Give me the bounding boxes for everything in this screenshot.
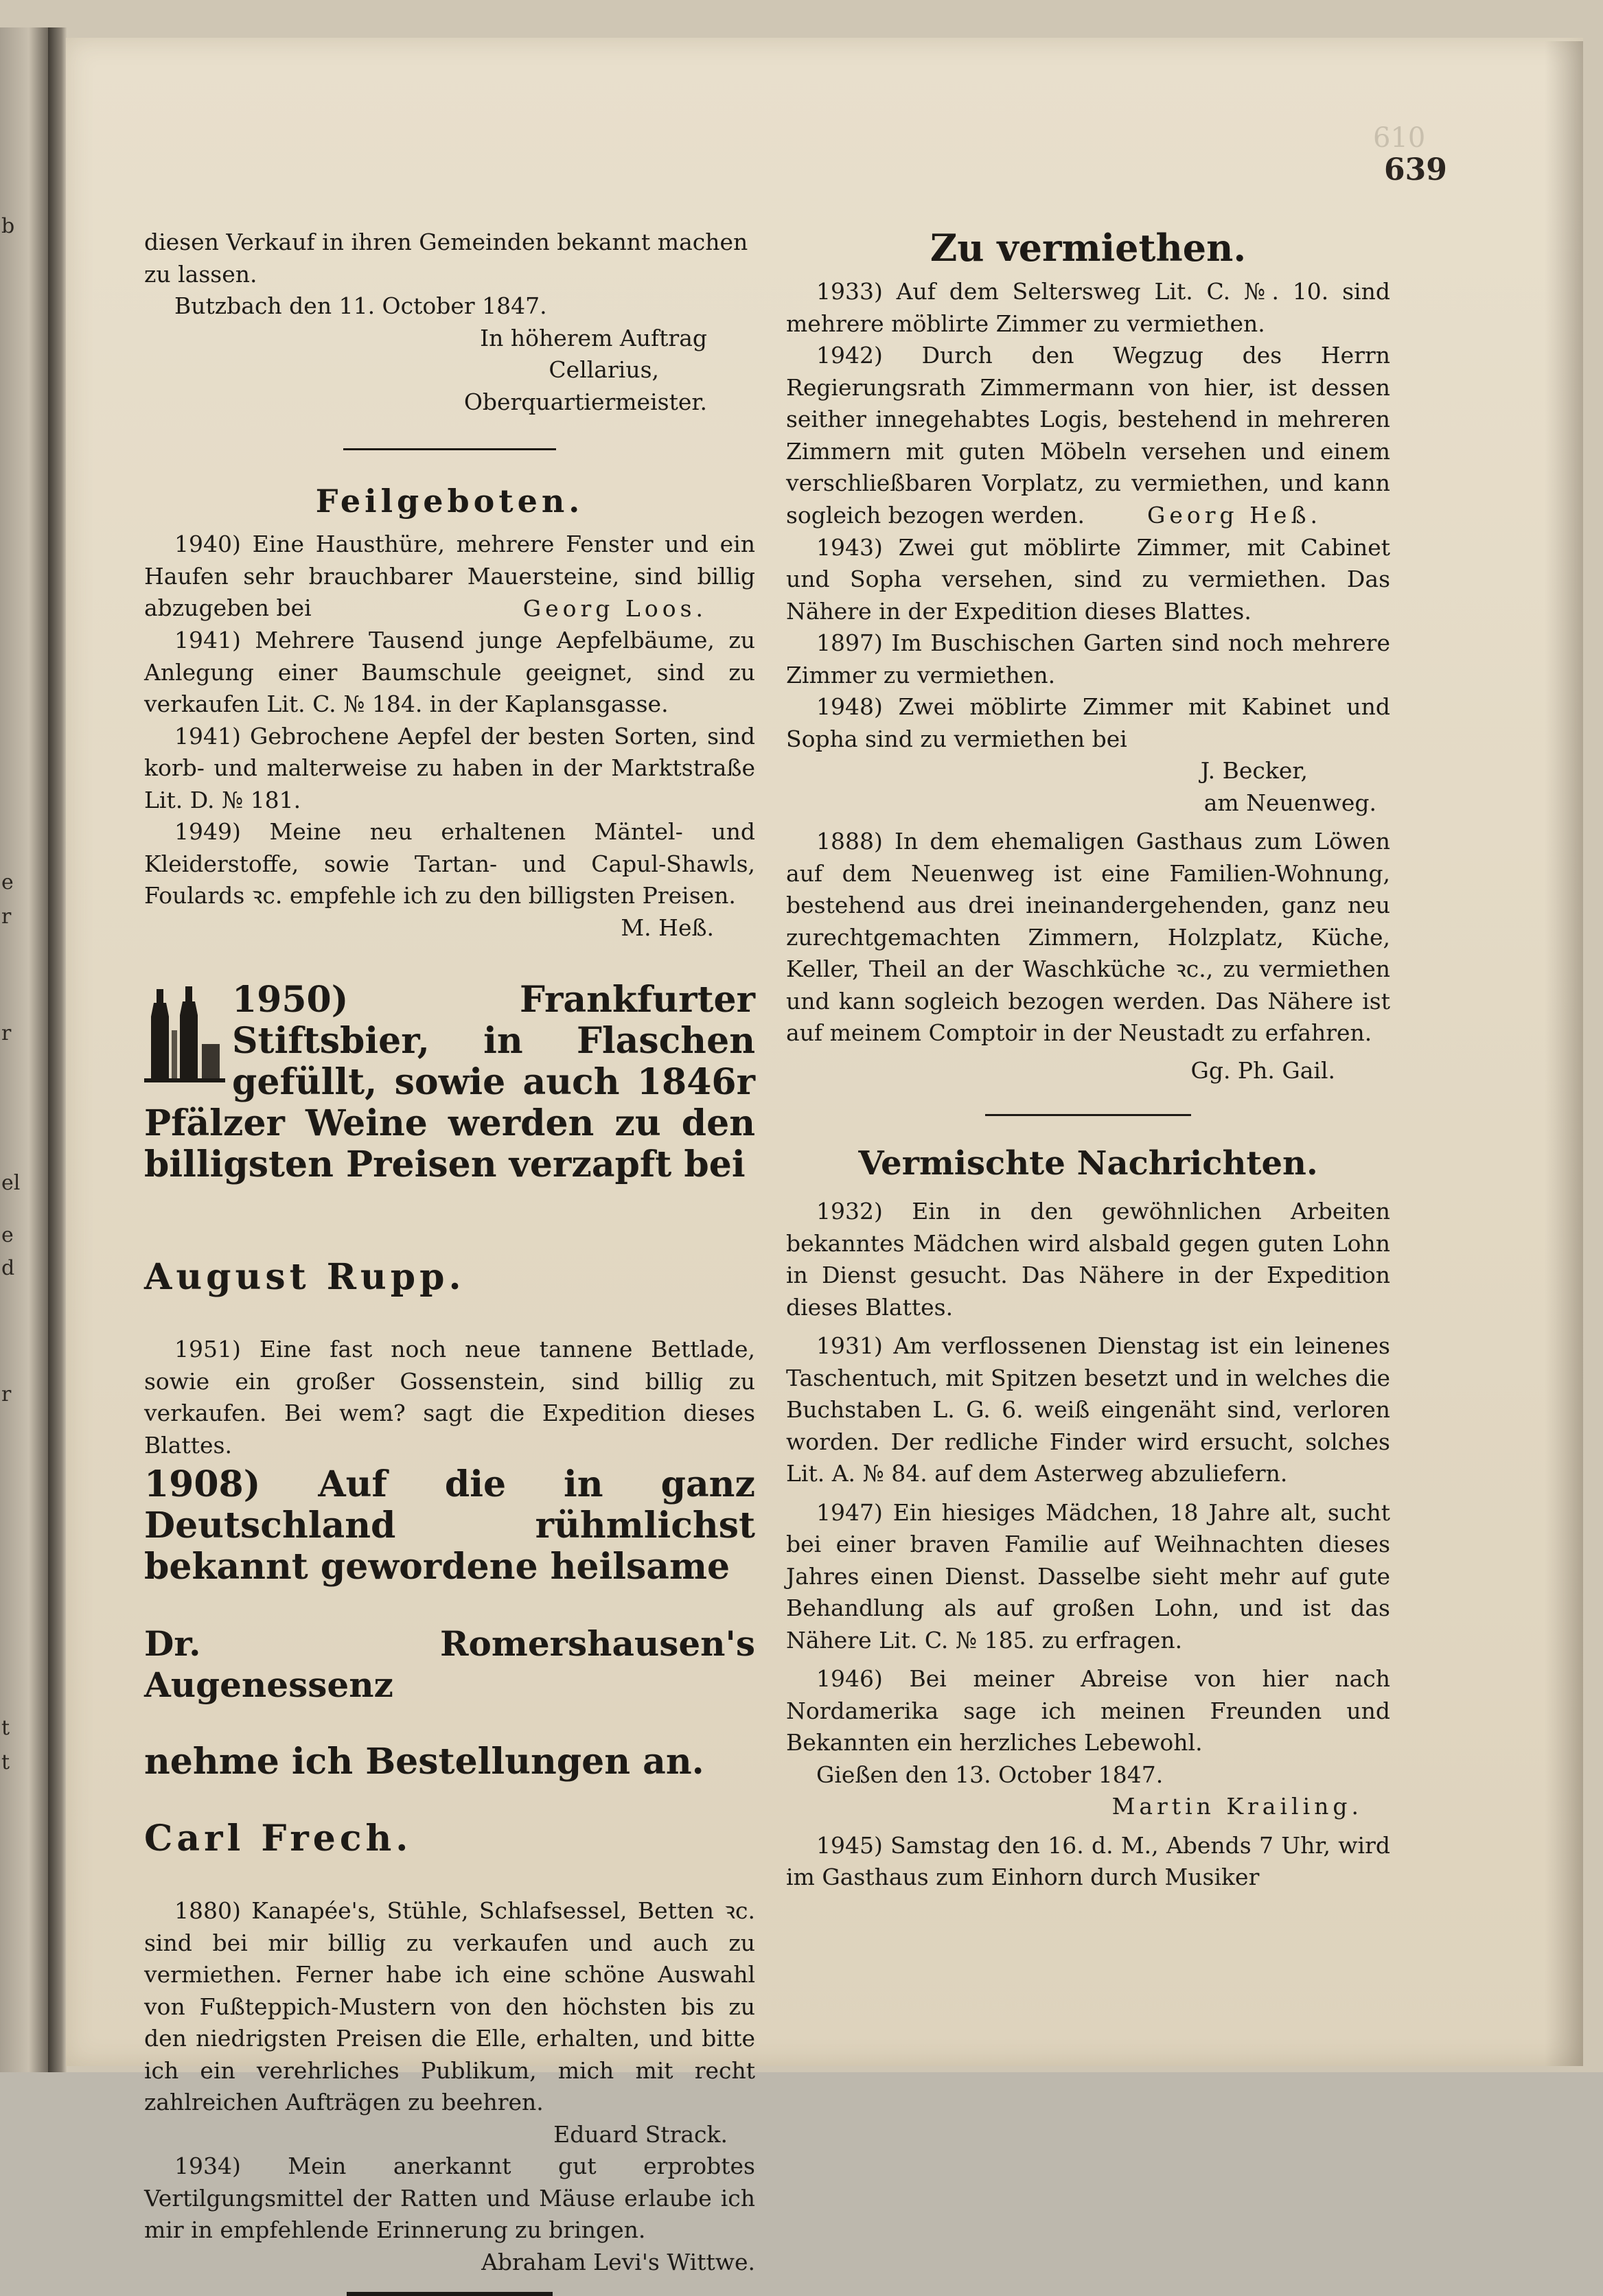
section-title-zu-vermiethen: Zu vermiethen. [930, 226, 1247, 270]
section-title-vermischte-nachrichten: Vermischte Nachrichten. [858, 1144, 1318, 1183]
entry-1946: 1946) Bei meiner Abreise von hier nach Nordamerika sage ich meinen Freunden und Bekannten ein herzliches Lebewohl. [786, 1665, 1390, 1756]
margin-fragment: e [1, 870, 14, 894]
entry-1888-signature: Gg. Ph. Gail. [1190, 1056, 1335, 1084]
entry-1880-signature: Eduard Strack. [553, 2120, 728, 2148]
entry-1934: 1934) Mein anerkannt gut erprobtes Vertilgungsmittel der Ratten und Mäuse erlaube ich mir in empfehlende Erinnerung zu bringen. [144, 2153, 755, 2243]
entry-1951: 1951) Eine fast noch neue tannene Bettlade, sowie ein großer Gossenstein, sind billig zu verkaufen. Bei wem? sagt die Expedition dieses Blattes. [144, 1336, 755, 1459]
left-column [144, 227, 755, 2296]
entry-1934-signature: Abraham Levi's Wittwe. [481, 2248, 755, 2275]
right-column [786, 227, 1390, 1894]
margin-fragment: b [1, 214, 15, 238]
signature-line: Cellarius, [549, 356, 659, 383]
entry-1943: 1943) Zwei gut möblirte Zimmer, mit Cabinet und Sopha versehen, sind zu vermiethen. Das Nähere in der Expedition dieses Blattes. [786, 533, 1390, 625]
bleed-through-page-number: 610 [1373, 122, 1426, 154]
entry-1931: 1931) Am verflossenen Dienstag ist ein leinenes Taschentuch, mit Spitzen besetzt und in welches die Buchstaben L. G. 6. weiß eingenäht sind, verloren worden. Der redliche Finder wird ersucht, solches Lit. A. № 84. auf dem Asterweg abzuliefern. [786, 1332, 1390, 1487]
entry-1945: 1945) Samstag den 16. d. M., Abends 7 Uhr, wird im Gasthaus zum Einhorn durch Musiker [786, 1831, 1390, 1890]
ad-1908-signature: Carl Frech. [144, 1818, 413, 1859]
entry-1933: 1933) Auf dem Seltersweg Lit. C. №. 10. sind mehrere möblirte Zimmer zu vermiethen. [786, 278, 1390, 337]
entry-1948-address: am Neuenweg. [1203, 789, 1376, 816]
ad-1908-text-end: nehme ich Bestellungen an. [144, 1741, 704, 1783]
intro-date: Butzbach den 11. October 1847. [174, 292, 547, 319]
entry-1940: 1940) Eine Hausthüre, mehrere Fenster und ein Haufen sehr brauchbarer Mauersteine, sind billig abzugeben bei [144, 531, 755, 621]
intro-line: diesen Verkauf in ihren Gemeinden bekannt machen [144, 229, 748, 255]
end-divider [347, 2292, 553, 2296]
margin-fragment: t [1, 1716, 10, 1740]
ad-1950 [144, 979, 755, 1298]
section-title-feilgeboten: Feilgeboten. [315, 483, 584, 520]
entry-1941b: 1941) Gebrochene Aepfel der besten Sorten, sind korb- und malterweise zu haben in der Marktstraße Lit. D. № 181. [144, 722, 755, 813]
margin-fragment: d [1, 1256, 15, 1280]
entry-1942-signature: Georg Heß. [1147, 502, 1322, 529]
entry-1940-signature: Georg Loos. [522, 594, 707, 622]
book-gutter [48, 27, 67, 2072]
entry-1948-signature: J. Becker, [1200, 757, 1308, 784]
signature-line: In höherem Auftrag [480, 324, 707, 351]
entry-1888: 1888) In dem ehemaligen Gasthaus zum Löwen auf dem Neuenweg ist eine Familien-Wohnung, bestehend aus drei ineinandergehenden, ganz neu zurechtgemachten Zimmern, Holzplatz, Küche, Keller, Theil an der Waschküche ꝛc., zu vermiethen und kann sogleich bezogen werden. Das Nähere ist auf meinem Comptoir in der Neustadt zu erfahren. [786, 828, 1390, 1046]
ad-1908-text: 1908) Auf die in ganz Deutschland rühmlichst bekannt gewordene heilsame [144, 1463, 755, 1588]
ad-1950-signature: August Rupp. [144, 1256, 465, 1298]
signature-line: Oberquartiermeister. [463, 388, 707, 415]
ad-1950-text: 1950) Frankfurter Stiftsbier, in Flaschen gefüllt, sowie auch 1846r Pfälzer Weine werden zu den billigsten Preisen verzapft bei [144, 979, 755, 1185]
page-right-edge [1545, 41, 1583, 2066]
entry-1942: 1942) Durch den Wegzug des Herrn Regierungsrath Zimmermann von hier, ist dessen seither innegehabtes Logis, bestehend in mehreren Zimmern mit guten Möbeln versehen und einem verschließbaren Vorplatz, zu vermiethen, und kann sogleich bezogen werden. [786, 342, 1390, 529]
margin-fragment: t [1, 1750, 10, 1774]
section-divider [343, 448, 556, 450]
margin-fragment: e [1, 1223, 14, 1247]
entry-1932: 1932) Ein in den gewöhnlichen Arbeiten bekanntes Mädchen wird alsbald gegen guten Lohn in Dienst gesucht. Das Nähere in der Expedition dieses Blattes. [786, 1198, 1390, 1321]
entry-1947: 1947) Ein hiesiges Mädchen, 18 Jahre alt, sucht bei einer braven Familie auf Weihnachten dieses Jahres einen Dienst. Dasselbe sieht mehr auf gute Behandlung als auf großen Lohn, und ist das Nähere Lit. C. № 185. zu erfragen. [786, 1498, 1390, 1654]
entry-1897: 1897) Im Buschischen Garten sind noch mehrere Zimmer zu vermiethen. [786, 629, 1390, 688]
entry-1949: 1949) Meine neu erhaltenen Mäntel- und Kleiderstoffe, sowie Tartan- und Capul-Shawls, Foulards ꝛc. empfehle ich zu den billigsten Preisen. [144, 818, 755, 909]
intro-line: zu lassen. [144, 260, 257, 288]
wine-bottle-icon [144, 982, 225, 1085]
entry-1946-signature: Martin Krailing. [1111, 1793, 1363, 1820]
entry-1946-date: Gießen den 13. October 1847. [816, 1761, 1164, 1788]
entry-1941: 1941) Mehrere Tausend junge Aepfelbäume, zu Anlegung einer Baumschule geeignet, sind zu verkaufen Lit. C. № 184. in der Kaplansgasse. [144, 627, 755, 717]
margin-fragment: r [1, 1021, 12, 1045]
entry-1880: 1880) Kanapée's, Stühle, Schlafsessel, Betten ꝛc. sind bei mir billig zu verkaufen und auch zu vermiethen. Ferner habe ich eine schöne Auswahl von Fußteppich-Mustern von den höchsten bis zu den niedrigsten Preisen die Elle, erhalten, und bitte ich ein verehrliches Publikum, mich mit recht zahlreichen Aufträgen zu beehren. [144, 1897, 755, 2115]
page-number: 639 [1384, 152, 1447, 187]
margin-fragment: el [1, 1171, 21, 1195]
entry-1948: 1948) Zwei möblirte Zimmer mit Kabinet und Sopha sind zu vermiethen bei [786, 693, 1390, 752]
margin-fragment: r [1, 905, 12, 929]
section-divider [985, 1114, 1191, 1116]
ad-1908-product: Dr. Romershausen's Augenessenz [144, 1623, 755, 1705]
entry-1949-signature: M. Heß. [621, 914, 714, 941]
margin-fragment: r [1, 1382, 12, 1406]
intro-text [144, 227, 755, 290]
